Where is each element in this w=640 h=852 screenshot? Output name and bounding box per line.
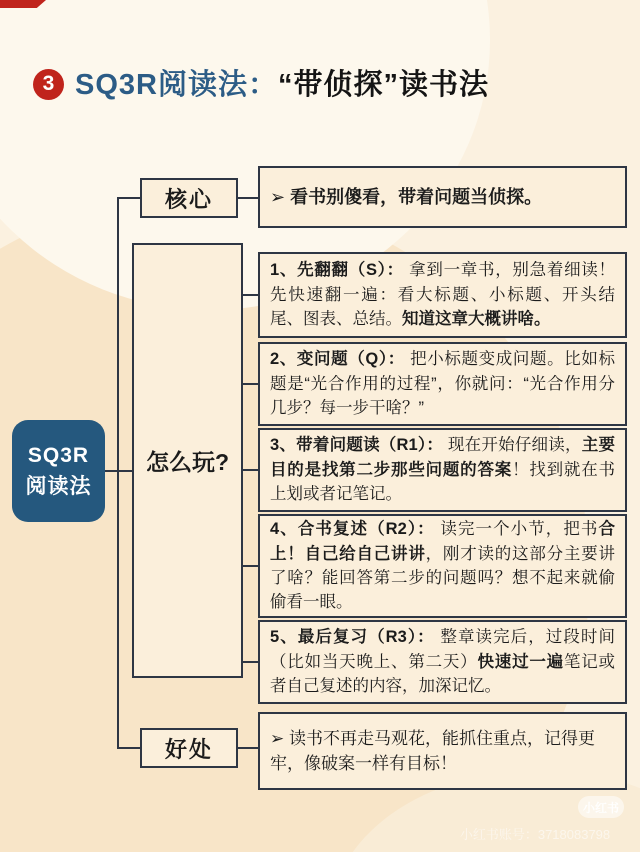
core-detail-text: ➢ 看书别傻看，带着问题当侦探。 (270, 186, 543, 207)
title-method-name: SQ3R阅读法： (75, 69, 278, 101)
step-box-review (258, 620, 627, 704)
connector-how-to-step4 (242, 565, 259, 567)
step-review-text: 5、最后复习（R3）： 整章读完后，过段时间（比如当天晚上、第二天）快速过一遍笔记或者自己复述的内容，加深记忆。 (270, 628, 616, 696)
connector-root-to-trunk (104, 470, 134, 472)
number-badge (33, 69, 64, 100)
badge-number: 3 (42, 72, 55, 95)
benefit-detail-box (258, 712, 627, 790)
connector-how-to-step3 (242, 469, 259, 471)
page-title (75, 62, 489, 103)
branch-label-benefit (140, 728, 238, 768)
connector-trunk-vertical (117, 197, 119, 749)
branch-label-benefit-text: 好处 (164, 736, 213, 762)
branch-label-core (140, 178, 238, 218)
connector-how-to-step2 (242, 383, 259, 385)
title-subtitle: “带侦探”读书法 (277, 69, 489, 101)
benefit-detail-text: ➢ 读书不再走马观花，能抓住重点，记得更牢，像破案一样有目标！ (270, 728, 595, 773)
step-read-text: 3、带着问题读（R1）： 现在开始仔细读，主要目的是找第二步那些问题的答案！找到就在书上划或者记笔记。 (270, 436, 616, 504)
watermark-pill (578, 796, 624, 818)
step-box-survey (258, 252, 627, 338)
connector-trunk-to-benefit (117, 747, 142, 749)
connector-how-to-step1 (242, 294, 259, 296)
branch-label-how-text: 怎么玩? (145, 449, 230, 475)
watermark-pill-text: 小红书 (582, 800, 619, 815)
step-recite-text: 4、合书复述（R2）： 读完一个小节，把书合上！自己给自己讲讲，刚才读的这部分主要讲了啥？能回答第二步的问题吗？想不起来就偷偷看一眼。 (270, 520, 616, 612)
branch-label-how (132, 243, 243, 678)
connector-core-to-detail (237, 197, 259, 199)
watermark-account-text: 小红书账号：3718083798 (459, 827, 611, 842)
step-box-question (258, 342, 627, 426)
root-line2: 阅读法 (25, 475, 92, 498)
connector-how-to-step5 (242, 661, 259, 663)
root-node-sq3r (12, 420, 105, 522)
step-survey-text: 1、先翻翻（S）： 拿到一章书，别急着细读！先快速翻一遍：看大标题、小标题、开头结尾、图表、总结。知道这章大概讲啥。 (270, 261, 615, 329)
step-box-read (258, 428, 627, 512)
connector-trunk-to-core (117, 197, 142, 199)
core-detail-box (258, 166, 627, 228)
step-box-recite (258, 514, 627, 618)
connector-benefit-to-detail (237, 747, 259, 749)
branch-label-core-text: 核心 (164, 186, 213, 212)
root-line1: SQ3R (27, 443, 90, 467)
page-header (33, 62, 489, 103)
step-question-text: 2、变问题（Q）： 把小标题变成问题。比如标题是“光合作用的过程”，你就问：“光合作用分几步？每一步干啥？” (270, 350, 615, 418)
